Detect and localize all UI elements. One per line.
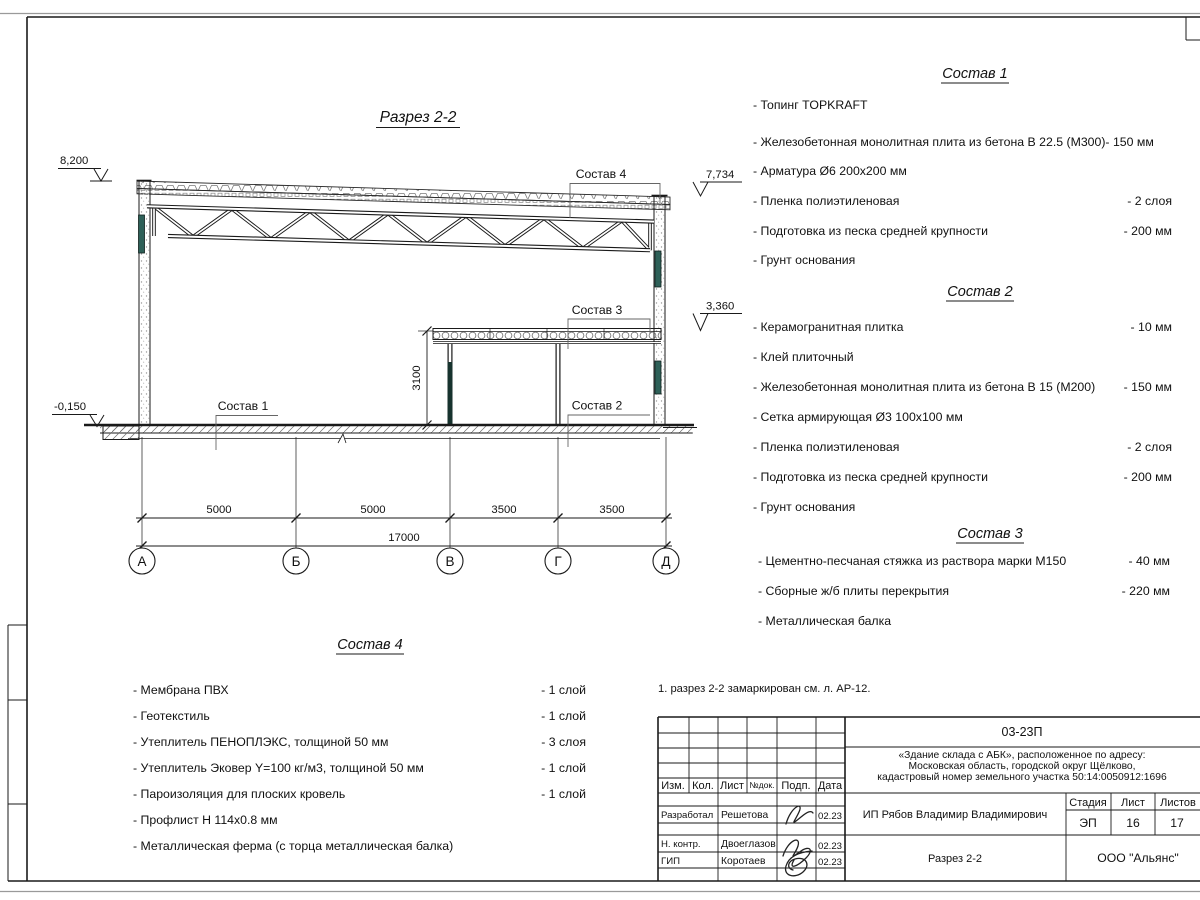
title-block (658, 717, 1200, 881)
drawing-note: 1. разрез 2-2 замаркирован см. л. АР-12. (658, 683, 871, 695)
elevation-minus-0150 (52, 401, 104, 427)
axis-bubbles (129, 548, 679, 574)
col-list: Лист (720, 780, 744, 792)
sostav4-list (133, 637, 586, 853)
svg-text:- Грунт основания: - Грунт основания (753, 253, 856, 267)
sostav3-list (758, 526, 1170, 628)
row2-name: Двоеглазов (721, 839, 776, 850)
roof (137, 181, 670, 210)
svg-text:Б: Б (291, 554, 301, 569)
svg-text:3,360: 3,360 (706, 300, 735, 313)
sostav4-title: Состав 4 (337, 637, 403, 653)
svg-text:- 1 слой: - 1 слой (541, 787, 586, 801)
mezzanine (433, 329, 661, 426)
left-margin-stamps (8, 625, 27, 881)
svg-text:17000: 17000 (388, 532, 420, 544)
svg-text:- 40 мм: - 40 мм (1128, 554, 1170, 568)
svg-text:- Пароизоляция для плоских кро: - Пароизоляция для плоских кровель (133, 787, 346, 801)
svg-text:- Сетка армирующая Ø3 100х100: - Сетка армирующая Ø3 100х100 мм (753, 410, 963, 424)
elevation-7734 (693, 169, 742, 196)
sostav1-list (753, 66, 1172, 267)
svg-text:- 150 мм: - 150 мм (1123, 380, 1172, 394)
column-v-dark-panel (448, 362, 453, 425)
right-wall-upper-window (655, 251, 661, 287)
svg-text:- Утеплитель Эковер Y=100 кг/м: - Утеплитель Эковер Y=100 кг/м3, толщиной 50 мм (133, 761, 424, 775)
svg-text:- 10 мм: - 10 мм (1130, 320, 1172, 334)
sostav2-list (753, 284, 1172, 514)
svg-text:8,200: 8,200 (60, 155, 89, 167)
svg-text:- 200 мм: - 200 мм (1123, 224, 1172, 238)
svg-text:3500: 3500 (599, 504, 625, 516)
row1-date: 02.23 (817, 811, 843, 822)
signatures (783, 806, 813, 876)
svg-text:- 1 слой: - 1 слой (541, 683, 586, 697)
svg-text:- Металлическая балка: - Металлическая балка (758, 614, 892, 628)
company-name: ООО "Альянс" (1097, 851, 1179, 865)
svg-text:5000: 5000 (360, 504, 386, 516)
left-footing (103, 426, 139, 440)
svg-text:- Геотекстиль: - Геотекстиль (133, 709, 210, 723)
dimension-chain (136, 437, 672, 551)
sostav2-title: Состав 2 (947, 284, 1013, 300)
svg-text:- Профлист Н 114х0.8 мм: - Профлист Н 114х0.8 мм (133, 813, 278, 827)
svg-text:Г: Г (554, 554, 562, 569)
col-kol: Кол. (692, 780, 714, 792)
sostav1-title: Состав 1 (942, 66, 1008, 82)
row3-role: ГИП (661, 856, 680, 867)
svg-text:- Сборные ж/б плиты перекрытия: - Сборные ж/б плиты перекрытия (758, 584, 950, 598)
row2-date: 02.23 (817, 841, 843, 852)
svg-text:Состав 4: Состав 4 (575, 167, 627, 181)
col-data: Дата (817, 780, 843, 792)
svg-text:А: А (137, 554, 147, 569)
svg-text:3500: 3500 (491, 504, 517, 516)
project-line1: «Здание склада с АБК», расположенное по адресу: (898, 750, 1146, 761)
svg-text:- Грунт основания: - Грунт основания (753, 500, 856, 514)
corner-box (1186, 17, 1200, 40)
svg-text:- 200 мм: - 200 мм (1123, 470, 1172, 484)
svg-text:5000: 5000 (206, 504, 232, 516)
row3-name: Коротаев (721, 856, 766, 867)
section-title: Разрез 2-2 (379, 109, 457, 126)
section-drawing (52, 109, 742, 574)
project-line3: кадастровый номер земельного участка 50:14:0050912:1696 (877, 772, 1167, 783)
sostav3-title: Состав 3 (957, 526, 1023, 542)
dimension-3100 (411, 327, 433, 430)
svg-text:Состав 3: Состав 3 (571, 303, 623, 317)
svg-text:- Клей плиточный: - Клей плиточный (753, 350, 854, 364)
svg-text:3100: 3100 (411, 365, 423, 391)
svg-text:- Керамогранитная плитка: - Керамогранитная плитка (753, 320, 904, 334)
floor-slab-hatch (100, 426, 692, 433)
svg-text:- Пленка полиэтиленовая: - Пленка полиэтиленовая (753, 440, 900, 454)
left-wall-window (139, 215, 145, 253)
sheets-value: 17 (1170, 816, 1184, 830)
svg-text:- Железобетонная монолитная п: - Железобетонная монолитная плита из бетона В 15 (М200) (753, 380, 1096, 394)
svg-text:- Цементно-песчаная стяжка из: - Цементно-песчаная стяжка из раствора марки М150 (758, 554, 1067, 568)
stage-value: ЭП (1079, 816, 1097, 830)
col-izm: Изм. (661, 780, 685, 792)
svg-text:Состав 2: Состав 2 (571, 398, 623, 413)
svg-text:- Топинг TOPKRAFT: - Топинг TOPKRAFT (753, 98, 868, 112)
svg-text:- 220 мм: - 220 мм (1121, 584, 1170, 598)
svg-text:- Металлическая ферма (с торца: - Металлическая ферма (с торца металлическая балка) (133, 839, 454, 853)
svg-text:- Мембрана ПВХ: - Мембрана ПВХ (133, 683, 229, 697)
sheets-label: Листов (1160, 797, 1196, 809)
svg-text:- Утеплитель ПЕНОПЛЭКС, толщин: - Утеплитель ПЕНОПЛЭКС, толщиной 50 мм (133, 735, 389, 749)
callout-sostav-4 (570, 167, 660, 218)
sheet-value: 16 (1126, 816, 1140, 830)
elevation-3360 (693, 301, 742, 331)
svg-text:- Арматура Ø6 200х200 мм: - Арматура Ø6 200х200 мм (753, 164, 907, 178)
row1-name: Решетова (721, 810, 769, 821)
project-line2: Московская область, городской округ Щёлково, (908, 761, 1136, 772)
svg-text:- Подготовка из песка средней: - Подготовка из песка средней крупности (753, 470, 988, 484)
svg-text:- Подготовка из песка средней: - Подготовка из песка средней крупности (753, 224, 988, 238)
svg-text:- Железобетонная монолитная п: - Железобетонная монолитная плита из бетона В 22.5 (М300)- 150 мм (753, 135, 1154, 149)
svg-text:Состав 1: Состав 1 (217, 399, 269, 413)
svg-text:- 1 слой: - 1 слой (541, 709, 586, 723)
elevation-8200 (58, 155, 112, 181)
stage-label: Стадия (1069, 797, 1107, 809)
svg-text:-0,150: -0,150 (54, 401, 87, 413)
svg-text:- 3 слоя: - 3 слоя (541, 735, 586, 749)
svg-text:7,734: 7,734 (706, 169, 735, 181)
svg-text:- 2 слоя: - 2 слоя (1127, 440, 1172, 454)
row2-role: Н. контр. (661, 839, 701, 850)
col-ndok: №док. (749, 780, 775, 790)
client-name: ИП Рябов Владимир Владимирович (862, 809, 1048, 821)
sheet-label: Лист (1121, 797, 1145, 809)
svg-text:- 1 слой: - 1 слой (541, 761, 586, 775)
drawing-name: Разрез 2-2 (927, 853, 983, 865)
svg-text:В: В (445, 554, 455, 569)
row3-date: 02.23 (817, 857, 843, 868)
row1-role: Разработал (661, 810, 714, 821)
col-podp: Подп. (781, 780, 811, 792)
svg-text:- Пленка полиэтиленовая: - Пленка полиэтиленовая (753, 194, 900, 208)
right-wall-lower-window (655, 361, 661, 394)
svg-text:Д: Д (661, 554, 671, 569)
roof-truss (147, 206, 654, 250)
floor (84, 425, 697, 443)
mezzanine-column-v (448, 344, 453, 425)
doc-number: 03-23П (1001, 725, 1043, 739)
callout-sostav-2 (568, 399, 650, 448)
signature-razrabotal (786, 806, 813, 824)
svg-text:- 2 слоя: - 2 слоя (1127, 194, 1172, 208)
